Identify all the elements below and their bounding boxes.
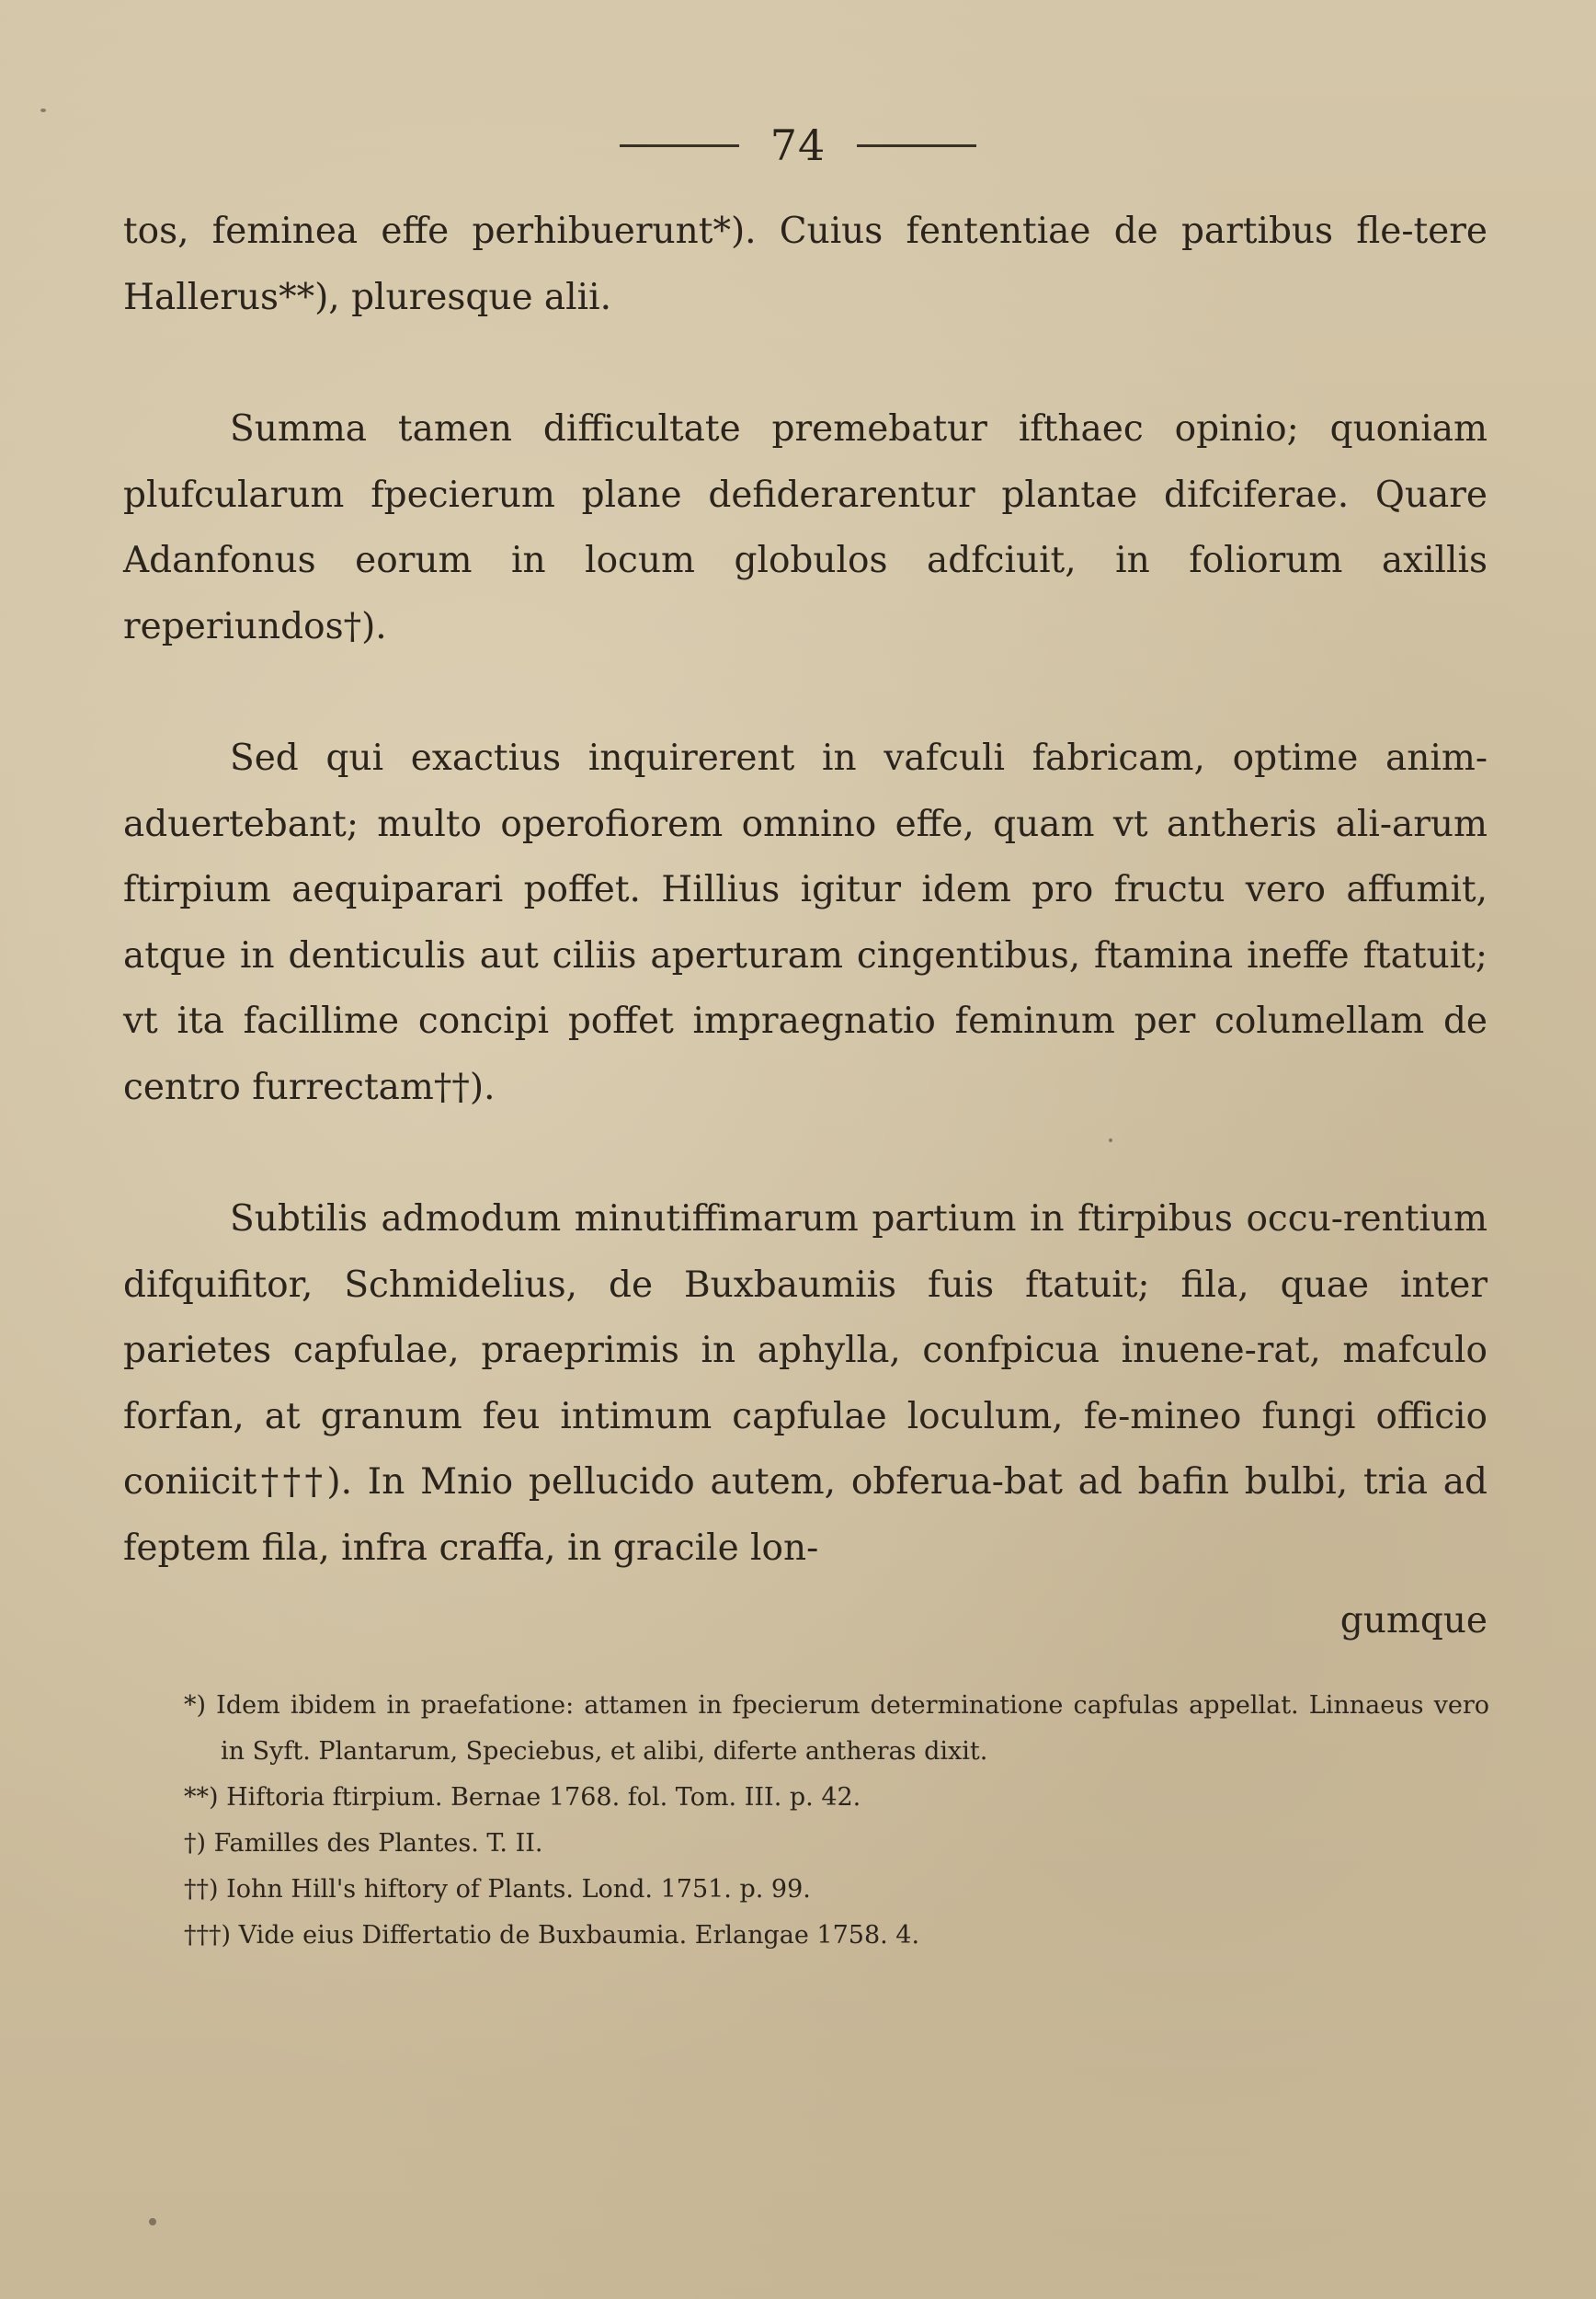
- catchword: gumque: [1340, 1600, 1488, 1641]
- paragraph-3: Sed qui exactius inquirerent in vafculi fabricam, optime anim-aduertebant; multo operofiorem omnino effe, quam vt antheris ali-arum ftirpium aequiparari poffet. Hillius igitur idem pro fructu vero affumit, atque in denticulis aut ciliis aperturam cingentibus, ftamina ineffe ftatuit; vt ita facillime concipi poffet impraegnatio feminum per columellam de centro furrectam††).: [123, 738, 1488, 1108]
- page-number: 74: [770, 120, 826, 170]
- header-rule-right: [857, 144, 976, 147]
- paragraph-2: Summa tamen difficultate premebatur ifthaec opinio; quoniam plufcularum fpecierum plane defiderarentur plantae difciferae. Quare Adanfonus eorum in locum globulos adfciuit, in foliorum axillis reperiundos†).: [123, 408, 1488, 647]
- header-rule-left: [620, 144, 739, 147]
- page-header: [0, 118, 1596, 173]
- paragraph-4: Subtilis admodum minutiffimarum partium in ftirpibus occu-rentium difquifitor, Schmidelius, de Buxbaumiis fuis ftatuit; fila, quae inter parietes capfulae, praeprimis in aphylla, confpicua inuene-rat, mafculo forfan, at granum feu intimum capfulae loculum, fe-mineo fungi officio coniicit†††). In Mnio pellucido autem, obferua-bat ad bafin bulbi, tria ad feptem fila, infra craffa, in gracile lon-: [123, 1198, 1488, 1569]
- paragraph-1: tos, feminea effe perhibuerunt*). Cuius fententiae de partibus fle-tere Hallerus**), pluresque alii.: [123, 211, 1488, 318]
- footnote-5: †††) Vide eius Differtatio de Buxbaumia. Erlangae 1758. 4.: [184, 1921, 920, 1950]
- paper-speck: [149, 2218, 156, 2225]
- footnote-1: *) Idem ibidem in praefatione: attamen in fpecierum determinatione capfulas appellat. Linnaeus vero in Syft. Plantarum, Speciebus, et alibi, diferte antheras dixit.: [184, 1691, 1489, 1766]
- footnotes: [184, 1683, 1489, 1959]
- footnote-2: **) Hiftoria ftirpium. Bernae 1768. fol. Tom. III. p. 42.: [184, 1783, 861, 1812]
- paper-speck: [40, 109, 46, 112]
- body-text: [123, 199, 1488, 1581]
- footnote-3: †) Familles des Plantes. T. II.: [184, 1829, 543, 1858]
- paper-speck: [1109, 1138, 1112, 1142]
- footnote-4: ††) Iohn Hill's hiftory of Plants. Lond. 1751. p. 99.: [184, 1875, 811, 1904]
